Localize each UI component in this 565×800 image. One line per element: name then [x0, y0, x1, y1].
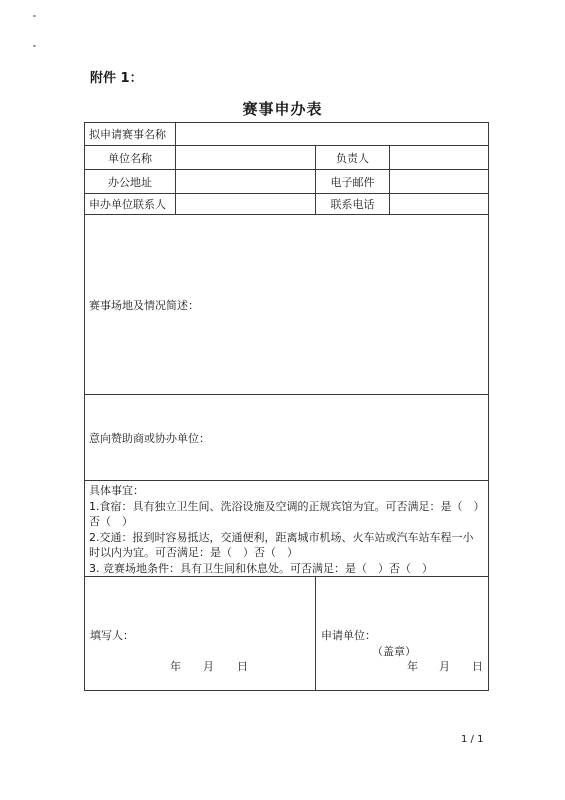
table-row: [85, 577, 489, 691]
filler-label: 填写人：: [90, 629, 134, 642]
venue-description-label: 赛事场地及情况简述：: [89, 298, 199, 312]
table-row: [85, 146, 489, 170]
details-line: 3. 竞赛场地条件：具有卫生间和休息处。可否满足：是（ ）否（ ）: [89, 561, 433, 575]
details-section: [85, 481, 489, 577]
table-row: [85, 123, 489, 146]
details-line: 2.交通：报到时容易抵达，交通便利，距离城市机场、火车站或汽车站车程一小: [89, 530, 474, 544]
contact-person-field[interactable]: [176, 194, 316, 215]
unit-name-field[interactable]: [176, 146, 316, 170]
email-label: 电子邮件: [316, 170, 390, 194]
details-heading: 具体事宜：: [89, 484, 144, 497]
phone-field[interactable]: [390, 194, 489, 215]
applicant-label: 申请单位：: [321, 629, 376, 642]
date-year: 年: [170, 660, 181, 673]
details-line: 否（ ）: [89, 515, 133, 528]
person-in-charge-label: 负责人: [316, 146, 390, 170]
page-number: 1 / 1: [461, 734, 484, 745]
date-month: 月: [203, 660, 214, 673]
contact-person-label: 申办单位联系人: [85, 194, 176, 215]
details-line: 1.食宿：具有独立卫生间、洗浴设施及空调的正规宾馆为宜。可否满足：是（ ）: [89, 499, 485, 513]
seal-label: （盖章）: [372, 645, 416, 658]
table-row: [85, 395, 489, 481]
form-title: 赛事申办表: [242, 100, 323, 118]
date-day: 日: [472, 660, 483, 673]
email-field[interactable]: [390, 170, 489, 194]
table-row: [85, 481, 489, 577]
date-year: 年: [407, 660, 418, 673]
venue-description-field[interactable]: [85, 215, 489, 395]
details-line: 时以内为宜。可否满足：是（ ）否（ ）: [89, 546, 298, 559]
sponsor-field[interactable]: [85, 395, 489, 481]
event-name-label: 拟申请赛事名称: [85, 123, 176, 146]
application-form-table: [84, 122, 489, 691]
unit-name-label: 单位名称: [85, 146, 176, 170]
date-month: 月: [439, 660, 450, 673]
office-address-label: 办公地址: [85, 170, 176, 194]
sponsor-label: 意向赞助商或协办单位：: [89, 431, 210, 445]
attachment-label: 附件 1：: [90, 71, 143, 86]
applicant-signature-cell[interactable]: [316, 577, 489, 691]
person-in-charge-field[interactable]: [390, 146, 489, 170]
phone-label: 联系电话: [316, 194, 390, 215]
office-address-field[interactable]: [176, 170, 316, 194]
event-name-field[interactable]: [176, 123, 489, 146]
table-row: [85, 194, 489, 215]
table-row: [85, 170, 489, 194]
table-row: [85, 215, 489, 395]
filler-signature-cell[interactable]: [85, 577, 316, 691]
date-day: 日: [237, 660, 248, 673]
